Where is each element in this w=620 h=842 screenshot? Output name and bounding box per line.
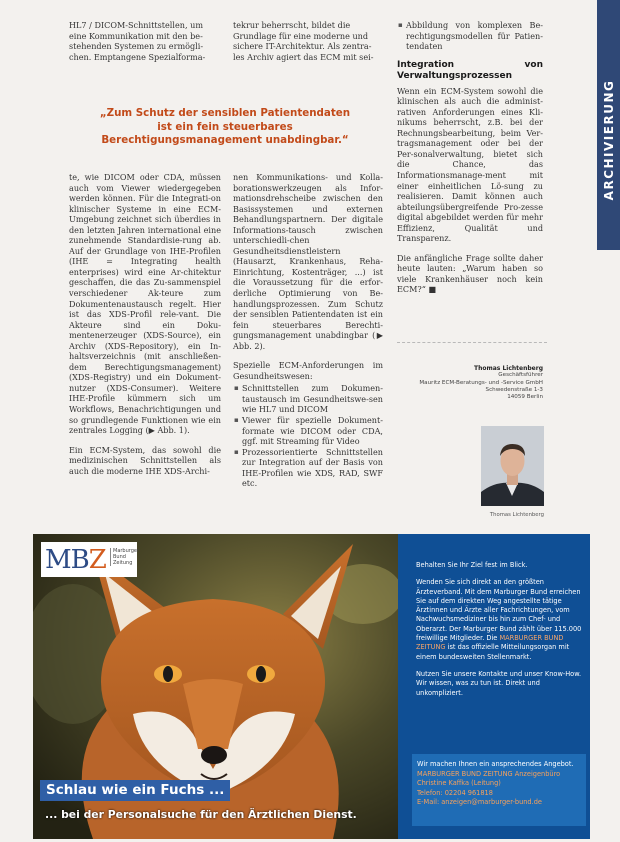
pull-quote — [70, 107, 380, 148]
photo-caption: Thomas Lichtenberg — [489, 512, 544, 518]
section-heading: Integration von Verwaltungsprozessen — [397, 59, 543, 81]
section-tab — [597, 0, 620, 250]
text-line: chen. Emptangene Spezialforma- — [69, 51, 206, 62]
paragraph: Die anfängliche Frage sollte daher heute lauten: „Warum haben so viele Krankenhäuser noch kein ECM?“ ■ — [397, 252, 543, 295]
author-line: 14059 Berlin — [507, 394, 543, 401]
ad-text-panel — [398, 534, 590, 839]
text-line: Grundlage für eine moderne und — [233, 30, 369, 41]
ad-paragraph: Nutzen Sie unsere Kontakte und unser Know-How. Wir wissen, was zu tun ist. Direkt und unkompliziert. — [416, 669, 582, 697]
author-line: Mauritz ECM-Beratungs- und -Service GmbH — [419, 379, 543, 386]
mbz-logo-mark: MBZ — [45, 545, 106, 575]
text-line: HL7 / DICOM-Schnittstellen, um — [69, 20, 203, 30]
contact-email[interactable]: E-Mail: anzeigen@marburger-bund.de — [417, 798, 542, 807]
author-info — [398, 365, 543, 401]
ad-subslogan: ... bei der Personalsuche für den Ärztlichen Dienst. — [45, 808, 357, 821]
pull-quote-line: ist ein fein steuerbares — [157, 120, 293, 133]
pull-quote-line: „Zum Schutz der sensiblen Patientendaten — [99, 107, 351, 119]
list-item: ▪ Schnittstellen zum Dokumen-taustausch im Gesundheitswe-sen wie HL7 und DICOM — [242, 383, 383, 415]
paragraph: Wenn ein ECM-System sowohl die klinischen als auch die administ-rativen Anforderungen eines Kli-nikums beherrscht, z.B. bei der Rechnungsbearbeitung, beim Ver-tragsmanagement oder bei der Per-sonalverwaltung, bietet sich die Chance, das Informationsmanage-ment mit einer einheitlichen Lö-sung zu realisieren. Damit können auch abteilungsübergreifende Pro-zesse digital abgebildet werden für mehr Effizienz, Qualität und Transparenz. — [397, 85, 543, 244]
paragraph: te, wie DICOM oder CDA, müssen auch vom Viewer wiedergegeben werden können. Für die Integrati-on klinischer Systeme in eine ECM-Umgebung zeichnet sich überdies in den letzten Jahren international eine zunehmende Standardisie-rung ab. Auf der Grundlage von IHE-Profilen (IHE = Integrating health enterprises) wird eine Ar-chitektur geschaffen, die das Zu-sammenspiel verschiedener Ak-teure zum Dokumentenaustausch regelt. Hier ist das XDS-Profil rele-vant. Die Akteure sind ein Doku-mentenerzeuger (XDS-Source), ein Archiv (XDS-Repository), ein In-haltsverzeichnis (mit anschließen-dem Berechtigungsmanagement) (XDS-Registry) und ein Dokument-nutzer (XDS-Consumer). Weitere IHE-Profile kümmern sich um Workflows, Benachrichtigungen und so grundlegende Funktionen wie ein zentrales Logging (▶ Abb. 1). — [69, 172, 221, 436]
list-item: ▪ Prozessorientierte Schnittstellen zur Integration auf der Basis von IHE-Profilen wie XDS, RAD, SWF etc. — [242, 447, 383, 489]
top-column-left — [69, 20, 221, 62]
text-line: les Archiv agiert das ECM mit sei- — [233, 51, 374, 62]
article-column-1 — [69, 172, 221, 485]
requirements-list-cont — [397, 20, 543, 52]
contact-intro: Wir machen Ihnen ein ansprechendes Angebot. — [417, 760, 574, 768]
text-line: tekrur beherrscht, bildet die — [233, 20, 351, 30]
article-column-3 — [397, 20, 543, 304]
paragraph: nen Kommunikations- und Kolla-borationswerkzeugen als Infor-mationsdrehscheibe zwischen den Basissystemen und externen Behandlungspartnern. Der digitale Informations-tausch zwischen unterschiedli-chen Gesundheitsdienstleistern (Hausarzt, Krankenhaus, Reha-Einrichtung, Kostenträger, ...) ist die Voraussetzung für die erfor-derliche Optimierung von Be-handlungsprozessen. Zum Schutz der sensiblen Patientendaten ist ein fein steuerbares Berechti-gungsmanagement unabdingbar (▶ Abb. 2). — [233, 172, 383, 351]
list-item: ▪ Abbildung von komplexen Be-rechtigungsmodellen für Patien-tendaten — [406, 20, 543, 52]
list-item: ▪ Viewer für spezielle Dokument-formate wie DICOM oder CDA, ggf. mit Streaming für Video — [242, 415, 383, 447]
contact-org: MARBURGER BUND ZEITUNG Anzeigenbüro — [417, 769, 561, 778]
ad-slogan: Schlau wie ein Fuchs ... — [40, 780, 230, 801]
author-photo — [481, 426, 544, 506]
paragraph: Spezielle ECM-Anforderungen im Gesundheitswesen: — [233, 360, 383, 381]
fox-image — [33, 534, 398, 839]
article-column-2 — [233, 172, 383, 495]
divider — [397, 342, 547, 343]
author-line: Schwedenstraße 1-3 — [485, 386, 543, 393]
ad-text — [416, 561, 584, 706]
ad-contact-box — [412, 754, 586, 826]
contact-person: Christine Kaffka (Leitung) — [417, 779, 501, 788]
ad-intro: Behalten Sie Ihr Ziel fest im Blick. — [416, 561, 528, 569]
pull-quote-line: Berechtigungsmanagement unabdingbar.“ — [101, 134, 349, 146]
paragraph: Ein ECM-System, das sowohl die medizinischen Schnittstellen als auch die moderne IHE XDS-Archi- — [69, 444, 221, 476]
author-name: Thomas Lichtenberg — [474, 365, 543, 372]
advertisement — [33, 534, 590, 839]
mbz-logo — [41, 542, 140, 577]
text-line: eine Kommunikation mit den be- — [69, 30, 203, 41]
top-column-middle — [233, 20, 383, 62]
author-line: Geschäftsführer — [498, 372, 543, 379]
text-line: stehenden Systemen zu ermögli- — [69, 41, 204, 52]
text-line: sichere IT-Architektur. Als zentra- — [233, 41, 372, 52]
contact-phone: Telefon: 02204 961818 — [417, 788, 493, 797]
section-tab-label: ARCHIVIERUNG — [601, 79, 616, 201]
requirements-list — [233, 383, 383, 488]
mbz-logo-text: Marburger Bund Zeitung — [110, 548, 139, 566]
ad-body: Wenden Sie sich direkt an den größten Ärzteverband. Mit dem Marburger Bund erreichen Sie auf dem direkten Weg angestellte tätige Ärztinnen und Ärzte aller Fachrichtungen, vom Nachwuchsmediziner bis hin zum Chef- und Oberarzt. Der Marburger Bund zählt über 115.000 freiwillige Mitglieder. Die MARBURGER BUND ZEITUNG ist das offizielle Mitteilungsorgan mit einem bundesweiten Stellenmarkt. — [416, 578, 582, 661]
